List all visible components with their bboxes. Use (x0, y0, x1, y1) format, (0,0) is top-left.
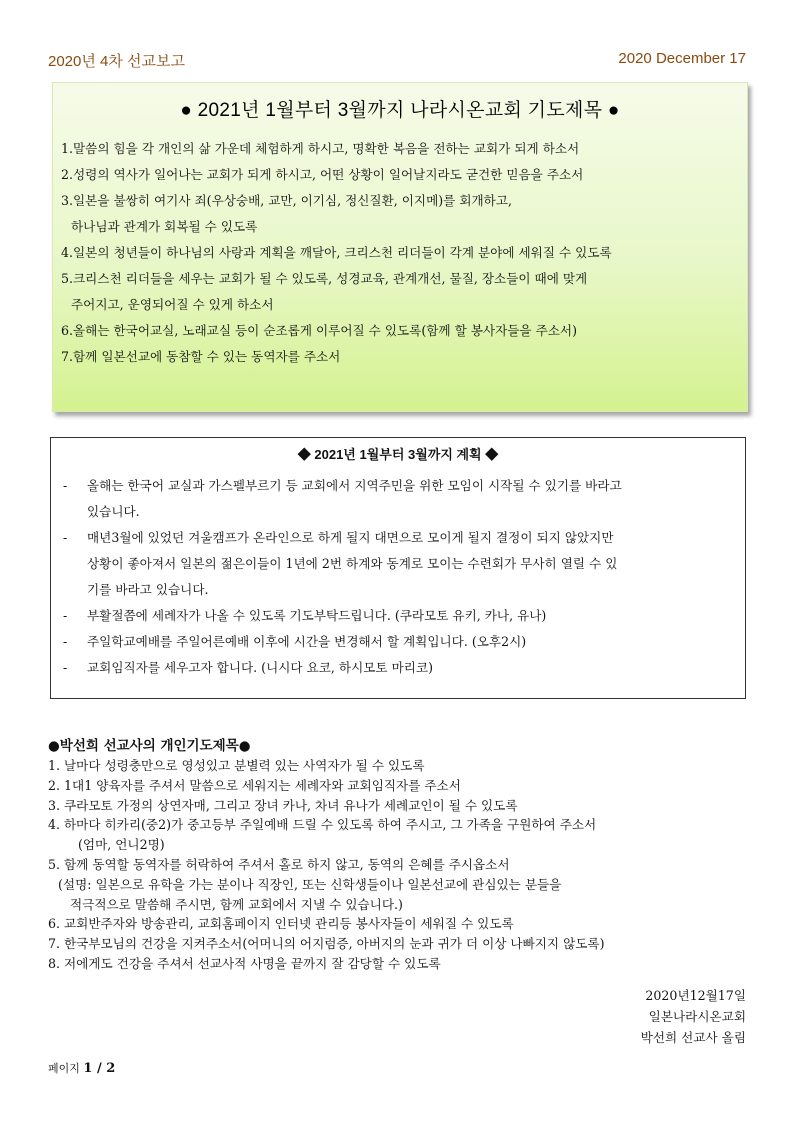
list-item-line: 상황이 좋아져서 일본의 젊은이들이 1년에 2번 하계와 동계로 모이는 수련회가 무사히 열릴 수 있 (87, 556, 618, 571)
list-item (48, 796, 748, 816)
list-item-text: 1.말씀의 힘을 각 개인의 삶 가운데 체험하게 하시고, 명확한 복음을 전하는 교회가 되게 하소서 (61, 141, 580, 156)
signature-name: 박선희 선교사 올림 (640, 1030, 746, 1045)
list-item-text: 8. 저에게도 건강을 주셔서 선교사적 사명을 끝까지 잘 감당할 수 있도록 (48, 955, 441, 971)
personal-prayer-section (48, 736, 748, 974)
page-footer (48, 1060, 115, 1076)
plan-title: ◆ 2021년 1월부터 3월까지 계획 ◆ (297, 447, 499, 462)
list-item (61, 240, 739, 266)
list-item-text: 5. 함께 동역할 동역자를 허락하여 주셔서 홀로 하지 않고, 동역의 은혜를 주시옵소서 (48, 856, 510, 872)
list-item (63, 603, 733, 629)
church-prayer-box (52, 82, 748, 412)
list-item (48, 954, 748, 974)
church-prayer-list (61, 136, 739, 370)
list-item-text: 5.크리스천 리더들을 세우는 교회가 될 수 있도록, 성경교육, 관계개선, 물질, 장소들이 때에 맞게 (61, 271, 588, 286)
list-item (48, 756, 748, 776)
list-item (63, 525, 733, 603)
list-item-text: 7. 한국부모님의 건강을 지켜주소서(어머니의 어지럼증, 아버지의 눈과 귀가 더 이상 나빠지지 않도록) (48, 936, 605, 952)
list-item (61, 188, 739, 240)
list-item-note: 적극적으로 말씀해 주시면, 함께 교회에서 지낼 수 있습니다.) (70, 896, 403, 912)
list-item-text: 6.올해는 한국어교실, 노래교실 등이 순조롭게 이루어질 수 있도록(함께 할 봉사자들을 주소서) (61, 323, 578, 338)
personal-prayer-title: ●박선희 선교사의 개인기도제목● (48, 738, 251, 754)
plan-list (63, 473, 733, 681)
personal-prayer-list (48, 756, 748, 974)
list-item (63, 629, 733, 655)
report-title: 2020년 4차 선교보고 (48, 53, 185, 70)
list-item (48, 934, 748, 954)
list-item-text: 4. 하마다 히카리(중2)가 중고등부 주일예배 드릴 수 있도록 하여 주시고, 그 가족을 구원하여 주소서 (48, 817, 597, 833)
list-item-line: - 주일학교예배를 주일어른예배 이후에 시간을 변경해서 할 계획입니다. (오후2시) (87, 634, 527, 649)
list-item (61, 344, 739, 370)
report-date: 2020 December 17 (618, 50, 746, 67)
list-item-line: 있습니다. (87, 504, 140, 519)
list-item (48, 914, 748, 934)
page-number: 1 / 2 (83, 1061, 116, 1076)
list-item (48, 855, 748, 914)
list-item-line: - 교회임직자를 세우고자 합니다. (니시다 요코, 하시모토 마리코) (87, 660, 433, 675)
list-item-text: 2.성령의 역사가 일어나는 교회가 되게 하시고, 어떤 상황이 일어날지라도 굳건한 믿음을 주소서 (61, 167, 584, 182)
list-item (63, 473, 733, 525)
church-prayer-title: ● 2021년 1월부터 3월까지 나라시온교회 기도제목 ● (180, 100, 620, 121)
signature-date: 2020년12월17일 (645, 988, 746, 1003)
list-item-text: 1. 날마다 성령충만으로 영성있고 분별력 있는 사역자가 될 수 있도록 (48, 758, 425, 773)
page-label: 페이지 (48, 1062, 80, 1075)
list-item-line: 기를 바라고 있습니다. (87, 582, 209, 597)
list-item-text: 3. 쿠라모토 가정의 상연자매, 그리고 장녀 카나, 차녀 유나가 세례교인이 될 수 있도록 (48, 797, 518, 813)
list-item-line: - 매년3월에 있었던 겨울캠프가 온라인으로 하게 될지 대면으로 모이게 될지 결정이 되지 않았지만 (87, 530, 614, 545)
list-item-continuation: 주어지고, 운영되어질 수 있게 하소서 (71, 297, 274, 312)
list-item-text: 6. 교회반주자와 방송관리, 교회홈페이지 인터넷 관리등 봉사자들이 세워질 수 있도록 (48, 916, 514, 932)
list-item-text: 4.일본의 청년들이 하나님의 사랑과 계획을 깨달아, 크리스천 리더들이 각계 분야에 세워질 수 있도록 (61, 245, 612, 260)
list-item (61, 318, 739, 344)
list-item (48, 776, 748, 796)
signature-church: 일본나라시온교회 (648, 1009, 746, 1024)
list-item-note: (설명: 일본으로 유학을 가는 분이나 직장인, 또는 신학생들이나 일본선교에 관심있는 분들을 (58, 876, 562, 892)
list-item-line: - 부활절쯤에 세례자가 나올 수 있도록 기도부탁드립니다. (쿠라모토 유키, 카나, 유나) (87, 608, 547, 623)
list-item-line: - 올해는 한국어 교실과 가스펠부르기 등 교회에서 지역주민을 위한 모임이 시작될 수 있기를 바라고 (87, 478, 622, 493)
list-item-text: 2. 1대1 양육자를 주셔서 말씀으로 세워지는 세례자와 교회임직자를 주소서 (48, 777, 461, 793)
list-item-continuation: (엄마, 언니2명) (78, 837, 165, 853)
list-item (63, 655, 733, 681)
list-item-continuation: 하나님과 관계가 회복될 수 있도록 (71, 219, 258, 234)
list-item-text: 3.일본을 불쌍히 여기사 죄(우상숭배, 교만, 이기심, 정신질환, 이지메)를 회개하고, (61, 193, 513, 208)
list-item-text: 7.함께 일본선교에 동참할 수 있는 동역자를 주소서 (61, 349, 341, 364)
list-item (61, 266, 739, 318)
plan-box (50, 437, 746, 699)
signature-block (641, 985, 746, 1048)
list-item (48, 815, 748, 855)
list-item (61, 136, 739, 162)
list-item (61, 162, 739, 188)
